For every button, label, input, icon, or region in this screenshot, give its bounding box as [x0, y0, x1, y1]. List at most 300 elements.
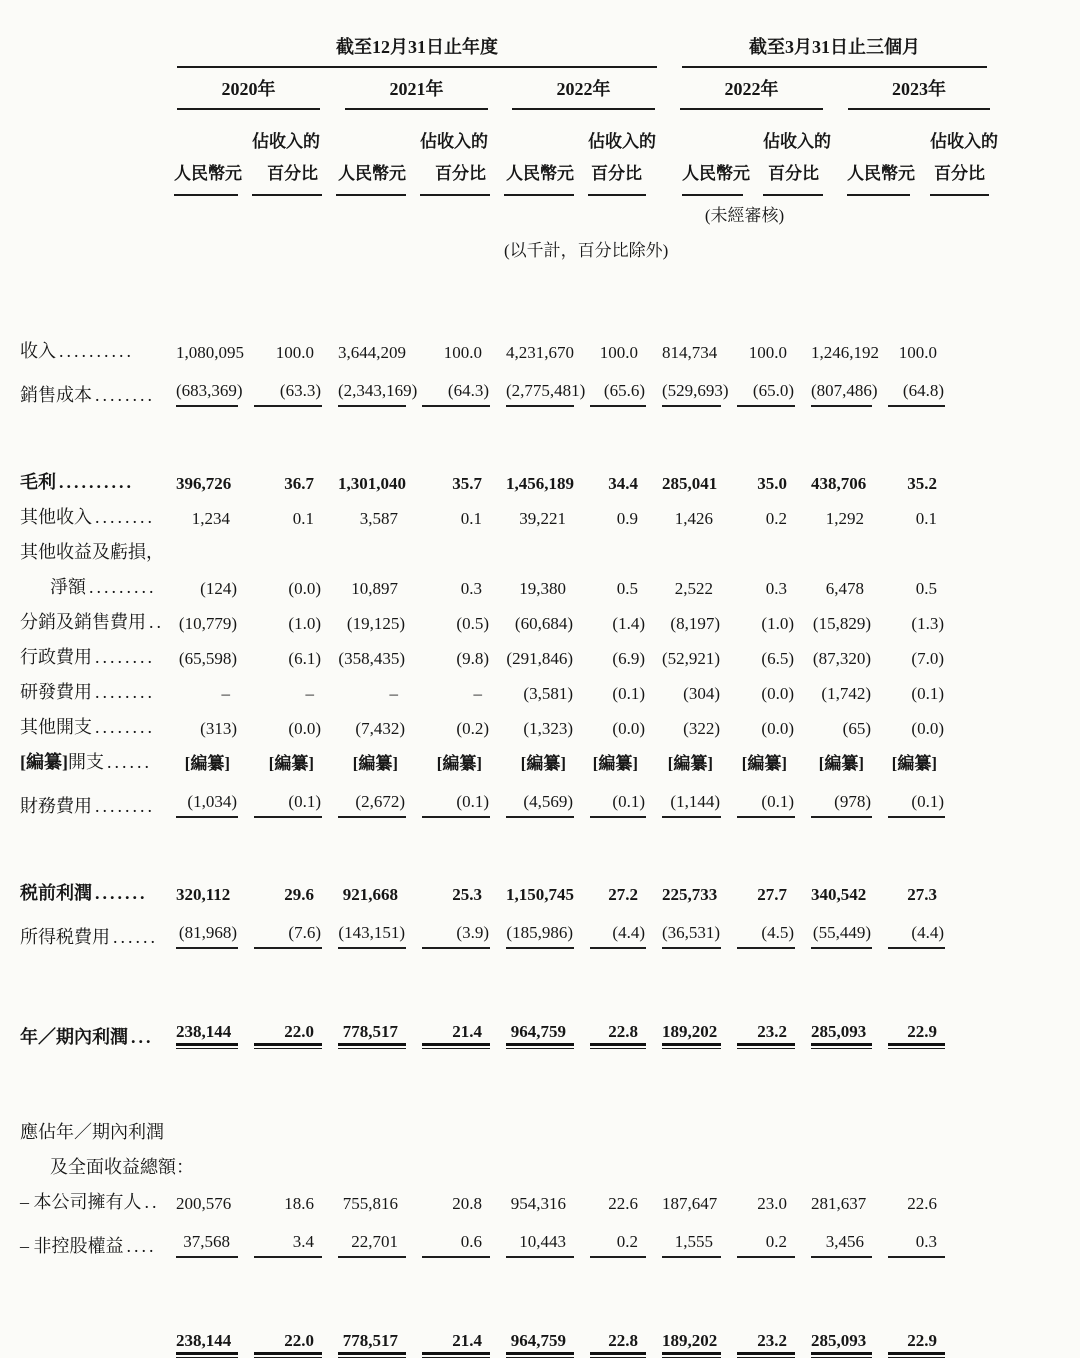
cell-value: (143,151) — [338, 923, 406, 943]
cell-value: 285,093 — [811, 1022, 874, 1042]
double-rule — [338, 1331, 406, 1358]
data-cell — [490, 1310, 574, 1358]
cell-value: (807,486) — [811, 381, 879, 401]
data-cell — [322, 564, 406, 599]
dot-leader: ........ — [95, 385, 155, 405]
cell-value: (0.0) — [288, 719, 322, 739]
cell-value: 0.6 — [461, 1232, 490, 1252]
data-cell — [160, 599, 238, 634]
cell-value: (65.0) — [753, 381, 795, 401]
data-cell — [574, 774, 646, 818]
data-cell — [406, 870, 490, 905]
percent-of-revenue-column-header: 佔收入的 百分比 — [930, 126, 989, 196]
year-label: 2022年 — [512, 75, 655, 110]
data-cell — [490, 1214, 574, 1258]
data-cell — [238, 459, 322, 494]
dot-leader: ........ — [95, 682, 155, 702]
data-cell — [721, 459, 795, 494]
unaudited-note: (未經審核) — [670, 201, 819, 226]
label-column-spacer — [20, 24, 160, 68]
cell-value: 6,478 — [826, 579, 872, 599]
data-cell — [160, 459, 238, 494]
data-cell — [721, 494, 795, 529]
double-rule — [254, 1022, 322, 1050]
data-cell — [322, 905, 406, 949]
cell-value: – — [222, 684, 239, 704]
cell-value: (1,742) — [821, 684, 872, 704]
data-cell — [160, 870, 238, 905]
data-cell — [490, 494, 574, 529]
data-cell — [795, 1214, 872, 1258]
cell-value: (55,449) — [813, 923, 872, 943]
data-cell — [872, 905, 945, 949]
data-cell — [490, 328, 574, 363]
cell-value: 200,576 — [176, 1194, 239, 1214]
data-cell — [160, 739, 238, 774]
data-cell — [795, 870, 872, 905]
dot-leader: ...... — [113, 927, 158, 947]
cell-value: [編纂] — [437, 749, 490, 774]
data-cell — [795, 739, 872, 774]
cell-value: 1,301,040 — [338, 474, 414, 494]
data-cell — [406, 774, 490, 818]
cell-value: – — [306, 684, 323, 704]
row-label: 其他收益及虧損， — [20, 529, 945, 564]
cell-value: 189,202 — [662, 1022, 725, 1042]
cell-value: (1,034) — [187, 792, 238, 812]
cell-value: 35.2 — [907, 474, 945, 494]
cell-value: (7.0) — [911, 649, 945, 669]
cell-value: (6.1) — [288, 649, 322, 669]
cell-value: (124) — [200, 579, 238, 599]
cell-value: (0.0) — [761, 719, 795, 739]
cell-value: (65) — [843, 719, 872, 739]
data-cell — [238, 564, 322, 599]
quarterly-period-title: 截至3月31日止三個月 — [749, 37, 920, 57]
double-rule — [811, 1022, 872, 1050]
cell-value: 35.0 — [757, 474, 795, 494]
data-cell — [574, 905, 646, 949]
data-cell — [238, 1179, 322, 1214]
double-rule — [506, 1331, 574, 1358]
dot-leader: ... — [131, 1027, 154, 1047]
data-cell — [238, 1310, 322, 1358]
cell-value: 22.8 — [608, 1331, 646, 1351]
cell-value: 340,542 — [811, 885, 874, 905]
data-cell — [721, 1001, 795, 1049]
row-profit-before-tax — [20, 870, 945, 905]
data-cell — [795, 328, 872, 363]
row-label: 收入 .......... — [20, 328, 160, 363]
double-rule — [422, 1022, 490, 1050]
cell-value: (19,125) — [347, 614, 406, 634]
data-cell — [322, 870, 406, 905]
double-rule — [888, 1331, 945, 1358]
cell-value: 1,150,745 — [506, 885, 582, 905]
cell-value: 21.4 — [452, 1331, 490, 1351]
data-cell — [795, 459, 872, 494]
data-cell — [490, 599, 574, 634]
cell-value: 35.7 — [452, 474, 490, 494]
double-rule — [590, 1022, 646, 1050]
data-cell — [406, 739, 490, 774]
cell-value: 39,221 — [519, 509, 574, 529]
section-spacer — [20, 1258, 945, 1310]
data-cell — [574, 328, 646, 363]
percent-of-revenue-column-header: 佔收入的 百分比 — [420, 126, 490, 196]
annual-period-title: 截至12月31日止年度 — [336, 37, 498, 57]
cell-value: (4.4) — [612, 923, 646, 943]
table-body — [20, 266, 945, 1358]
cell-value: 189,202 — [662, 1331, 725, 1351]
unaudited-note-row — [20, 196, 945, 230]
cell-value: (36,531) — [662, 923, 721, 943]
data-cell — [646, 1214, 721, 1258]
row-other-gains-losses-net — [20, 564, 945, 599]
row-finance-costs — [20, 774, 945, 818]
data-cell — [721, 564, 795, 599]
cell-value: 0.2 — [617, 1232, 646, 1252]
cell-value: (8,197) — [670, 614, 721, 634]
data-cell — [646, 459, 721, 494]
data-cell — [322, 774, 406, 818]
row-label: 及全面收益總額： — [20, 1144, 945, 1179]
row-profit-for-year-period — [20, 1001, 945, 1049]
cell-value: 964,759 — [511, 1331, 574, 1351]
cell-value: (4,569) — [523, 792, 574, 812]
row-other-income — [20, 494, 945, 529]
cell-value: 3.4 — [293, 1232, 322, 1252]
row-label: – 非控股權益 .... — [20, 1214, 160, 1258]
data-cell — [322, 739, 406, 774]
data-cell — [872, 704, 945, 739]
row-label: 其他收入 ........ — [20, 494, 160, 529]
data-cell — [721, 363, 795, 407]
data-cell — [646, 363, 721, 407]
section-spacer — [20, 266, 945, 328]
double-rule — [737, 1022, 795, 1050]
double-rule — [176, 1331, 238, 1358]
row-label: 税前利潤 ....... — [20, 870, 160, 905]
cell-value: 22.0 — [284, 1331, 322, 1351]
data-cell — [160, 1310, 238, 1358]
data-cell — [646, 1001, 721, 1049]
data-cell — [646, 739, 721, 774]
cell-value: 3,644,209 — [338, 343, 414, 363]
cell-value: 27.7 — [757, 885, 795, 905]
data-cell — [646, 599, 721, 634]
data-cell — [238, 634, 322, 669]
data-cell — [490, 704, 574, 739]
data-cell — [795, 774, 872, 818]
data-cell — [721, 1179, 795, 1214]
cell-value: 100.0 — [444, 343, 490, 363]
cell-value: 100.0 — [276, 343, 322, 363]
data-cell — [406, 564, 490, 599]
cell-value: (0.0) — [612, 719, 646, 739]
row-non-controlling-interests — [20, 1214, 945, 1258]
cell-value: 100.0 — [749, 343, 795, 363]
cell-value: (81,968) — [179, 923, 238, 943]
data-cell — [238, 363, 322, 407]
data-cell — [795, 634, 872, 669]
cell-value: (0.0) — [288, 579, 322, 599]
cell-value: 1,234 — [192, 509, 238, 529]
data-cell — [872, 459, 945, 494]
data-cell — [795, 905, 872, 949]
data-cell — [160, 564, 238, 599]
year-header-row — [20, 68, 945, 110]
data-cell — [795, 1310, 872, 1358]
cell-value: 27.2 — [608, 885, 646, 905]
data-cell — [406, 599, 490, 634]
cell-value: (0.1) — [911, 792, 945, 812]
data-cell — [721, 669, 795, 704]
data-cell — [721, 739, 795, 774]
data-cell — [646, 494, 721, 529]
data-cell — [872, 1214, 945, 1258]
annual-period-group — [177, 33, 657, 68]
data-cell — [238, 774, 322, 818]
data-cell — [574, 669, 646, 704]
cell-value: (1.3) — [911, 614, 945, 634]
cell-value: 0.3 — [766, 579, 795, 599]
dot-leader: .......... — [59, 341, 134, 361]
row-administrative-expenses — [20, 634, 945, 669]
data-cell — [872, 870, 945, 905]
row-redacted-expenses — [20, 739, 945, 774]
double-rule — [662, 1331, 721, 1358]
cell-value: 1,456,189 — [506, 474, 582, 494]
cell-value: 29.6 — [284, 885, 322, 905]
cell-value: 22.0 — [284, 1022, 322, 1042]
cell-value: (978) — [834, 792, 872, 812]
cell-value: (63.3) — [280, 381, 322, 401]
cell-value: 22.6 — [608, 1194, 646, 1214]
data-cell — [721, 599, 795, 634]
section-spacer — [20, 1049, 945, 1109]
cell-value: (313) — [200, 719, 238, 739]
data-cell — [490, 363, 574, 407]
data-cell — [646, 870, 721, 905]
row-attributable-caption-1 — [20, 1109, 945, 1144]
cell-value: 0.1 — [916, 509, 945, 529]
cell-value: 1,246,192 — [811, 343, 887, 363]
row-label: 毛利 .......... — [20, 459, 160, 494]
data-cell — [322, 634, 406, 669]
row-label: 銷售成本 ........ — [20, 363, 160, 407]
row-revenue — [20, 328, 945, 363]
cell-value: (6.9) — [612, 649, 646, 669]
cell-value: 27.3 — [907, 885, 945, 905]
data-cell — [322, 669, 406, 704]
cell-value: (2,775,481) — [506, 381, 586, 401]
cell-value: 22.8 — [608, 1022, 646, 1042]
data-cell — [574, 1214, 646, 1258]
data-cell — [160, 905, 238, 949]
row-label: 其他開支 ........ — [20, 704, 160, 739]
cell-value: 0.2 — [766, 509, 795, 529]
cell-value: 2,522 — [675, 579, 721, 599]
data-cell — [490, 634, 574, 669]
data-cell — [646, 1179, 721, 1214]
dot-leader: ...... — [107, 752, 152, 772]
data-cell — [322, 494, 406, 529]
data-cell — [406, 704, 490, 739]
double-rule — [254, 1331, 322, 1358]
cell-value: 21.4 — [452, 1022, 490, 1042]
cell-value: (7,432) — [355, 719, 406, 739]
percent-of-revenue-column-header: 佔收入的 百分比 — [763, 126, 823, 196]
cell-value: (64.8) — [903, 381, 945, 401]
row-label: 行政費用 ........ — [20, 634, 160, 669]
cell-value: (64.3) — [448, 381, 490, 401]
dot-leader: .......... — [59, 472, 134, 492]
cell-value: 238,144 — [176, 1022, 239, 1042]
data-cell — [721, 634, 795, 669]
year-label: 2023年 — [848, 75, 990, 110]
dot-leader: .... — [127, 1236, 157, 1256]
data-cell — [721, 870, 795, 905]
cell-value: 34.4 — [608, 474, 646, 494]
cell-value: (1.0) — [761, 614, 795, 634]
data-cell — [406, 669, 490, 704]
row-cost-of-sales — [20, 363, 945, 407]
data-cell — [646, 905, 721, 949]
data-cell — [795, 1179, 872, 1214]
section-spacer — [20, 818, 945, 870]
cell-value: 36.7 — [284, 474, 322, 494]
cell-value: 1,292 — [826, 509, 872, 529]
row-rd-expenses — [20, 669, 945, 704]
double-rule — [737, 1331, 795, 1358]
cell-value: 18.6 — [284, 1194, 322, 1214]
data-cell — [795, 564, 872, 599]
data-cell — [574, 1001, 646, 1049]
cell-value: (322) — [683, 719, 721, 739]
cell-value: (358,435) — [338, 649, 406, 669]
cell-value: (1,144) — [670, 792, 721, 812]
data-cell — [490, 1179, 574, 1214]
cell-value: (291,846) — [506, 649, 574, 669]
data-cell — [872, 1001, 945, 1049]
row-label: 研發費用 ........ — [20, 669, 160, 704]
cell-value: [編纂] — [668, 749, 721, 774]
data-cell — [322, 328, 406, 363]
year-label: 2021年 — [345, 75, 488, 110]
double-rule — [590, 1331, 646, 1358]
dot-leader: .. — [149, 612, 164, 632]
data-cell — [238, 494, 322, 529]
data-cell — [646, 328, 721, 363]
cell-value: 187,647 — [662, 1194, 725, 1214]
data-cell — [160, 494, 238, 529]
cell-value: 0.1 — [461, 509, 490, 529]
data-cell — [406, 328, 490, 363]
cell-value: (4.4) — [911, 923, 945, 943]
cell-value: 396,726 — [176, 474, 239, 494]
cell-value: 964,759 — [511, 1022, 574, 1042]
data-cell — [872, 739, 945, 774]
cell-value: (0.0) — [911, 719, 945, 739]
data-cell — [490, 669, 574, 704]
cell-value: [編纂] — [185, 749, 238, 774]
data-cell — [574, 634, 646, 669]
data-cell — [490, 459, 574, 494]
rmb-column-header: 人民幣元 — [336, 158, 406, 196]
cell-value: (1.4) — [612, 614, 646, 634]
data-cell — [406, 634, 490, 669]
data-cell — [490, 739, 574, 774]
data-cell — [872, 363, 945, 407]
cell-value: – — [474, 684, 491, 704]
data-cell — [406, 1179, 490, 1214]
cell-value: 755,816 — [343, 1194, 406, 1214]
data-cell — [406, 1001, 490, 1049]
cell-value: (2,343,169) — [338, 381, 418, 401]
cell-value: 10,897 — [351, 579, 406, 599]
data-cell — [646, 704, 721, 739]
financial-table — [20, 24, 945, 1358]
data-cell — [795, 363, 872, 407]
data-cell — [872, 774, 945, 818]
cell-value: (1.0) — [288, 614, 322, 634]
data-cell — [872, 494, 945, 529]
period-header-row — [20, 24, 945, 68]
dot-leader: ....... — [95, 883, 148, 903]
rmb-column-header: 人民幣元 — [682, 158, 743, 196]
data-cell — [574, 704, 646, 739]
cell-value: (10,779) — [179, 614, 238, 634]
cell-value: 100.0 — [899, 343, 945, 363]
cell-value: 954,316 — [511, 1194, 574, 1214]
cell-value: 0.2 — [766, 1232, 795, 1252]
double-rule — [176, 1022, 238, 1050]
data-cell — [490, 774, 574, 818]
dot-leader: ........ — [95, 796, 155, 816]
data-cell — [795, 669, 872, 704]
data-cell — [406, 1310, 490, 1358]
data-cell — [646, 1310, 721, 1358]
row-attributable-caption-2 — [20, 1144, 945, 1179]
data-cell — [795, 599, 872, 634]
data-cell — [160, 634, 238, 669]
cell-value: [編纂] — [521, 749, 574, 774]
cell-value: (304) — [683, 684, 721, 704]
data-cell — [406, 363, 490, 407]
row-total-comprehensive — [20, 1310, 945, 1358]
data-cell — [795, 494, 872, 529]
data-cell — [795, 1001, 872, 1049]
data-cell — [160, 1214, 238, 1258]
year-label: 2022年 — [680, 75, 823, 110]
row-label: 財務費用 ........ — [20, 774, 160, 818]
data-cell — [646, 774, 721, 818]
cell-value: 20.8 — [452, 1194, 490, 1214]
data-cell — [322, 459, 406, 494]
data-cell — [872, 634, 945, 669]
cell-value: 285,041 — [662, 474, 725, 494]
row-label: 年／期內利潤 ... — [20, 1001, 160, 1049]
double-rule — [811, 1331, 872, 1358]
cell-value: 0.1 — [293, 509, 322, 529]
cell-value: 23.0 — [757, 1194, 795, 1214]
cell-value: (0.1) — [612, 792, 646, 812]
cell-value: 10,443 — [519, 1232, 574, 1252]
data-cell — [721, 905, 795, 949]
data-cell — [160, 363, 238, 407]
percent-of-revenue-column-header: 佔收入的 百分比 — [588, 126, 646, 196]
